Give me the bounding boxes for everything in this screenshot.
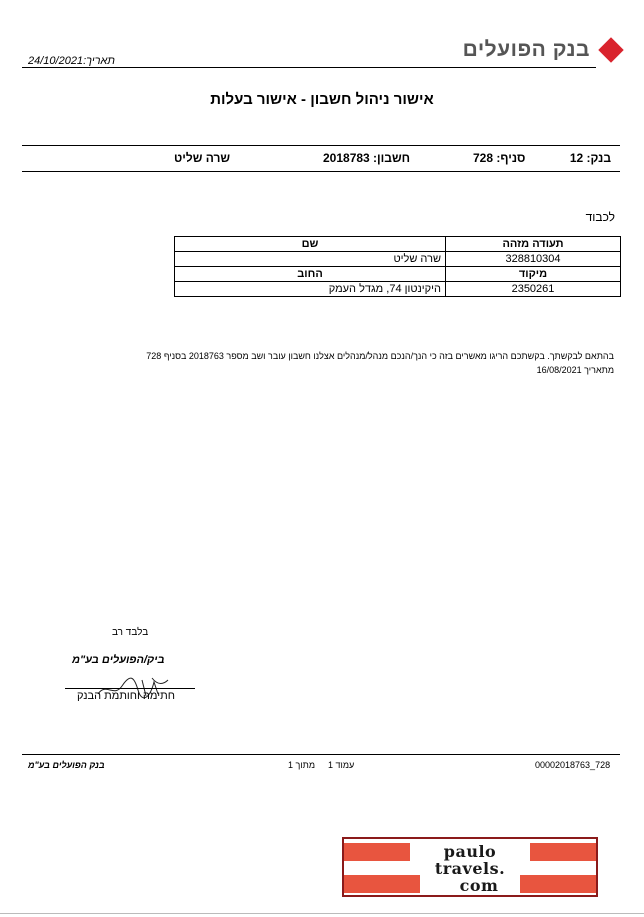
signature-line <box>65 688 195 689</box>
stamp-line-1: paulo <box>443 842 497 861</box>
footer-bank-name: בנק הפועלים בע"מ <box>28 760 105 770</box>
footer-page: עמוד 1 <box>328 760 355 770</box>
document-date: תאריך:24/10/2021 <box>28 55 116 67</box>
document-title: אישור ניהול חשבון - אישור בעלות <box>210 91 434 108</box>
id-value: 328810304 <box>446 252 621 267</box>
account-number: חשבון: 2018783 <box>323 151 411 165</box>
account-holder-name: שרה שליט <box>174 151 231 165</box>
zip-value: 2350261 <box>446 282 621 297</box>
branch-number: סניף: 728 <box>473 151 526 165</box>
name-value: שרה שליט <box>175 252 446 267</box>
footer-page-of: מתוך 1 <box>288 760 316 770</box>
signature-caption: חתימה וחותמת הבנק <box>77 690 175 702</box>
table-header-row <box>175 267 621 282</box>
id-header: תעודה מזהה <box>446 237 621 252</box>
confirmation-line-2: מתאריך 16/08/2021 <box>536 365 614 375</box>
address-value: היקינטון 74, מגדל העמק <box>175 282 446 297</box>
table-row <box>175 282 621 297</box>
zip-header: מיקוד <box>446 267 621 282</box>
holder-table <box>174 236 621 297</box>
footer-reference: 00002018763_728 <box>535 760 611 770</box>
stamp-line-3: com <box>459 876 499 895</box>
page-bottom-edge <box>0 913 644 914</box>
stamp-line-2: travels. <box>434 859 506 878</box>
bank-number: בנק: 12 <box>569 151 611 165</box>
account-band <box>22 145 620 172</box>
confirmation-line-1: בהתאם לבקשתך. בקשתכם הריגו מאשרים בזה כי הנך/הנכם מנהל/מנהלים אצלנו חשבון עובר ושב מספר 2018763 בסניף 728 <box>146 351 614 361</box>
signature-company: ביק/הפועלים בע"מ <box>72 654 165 666</box>
table-row <box>175 252 621 267</box>
table-header-row <box>175 237 621 252</box>
address-header: החוב <box>175 267 446 282</box>
watermark-stamp <box>342 837 598 897</box>
bank-logo-text: בנק הפועלים <box>462 38 590 61</box>
bank-diamond-icon <box>598 37 623 62</box>
signature-note: בלבד רב <box>112 627 149 638</box>
name-header: שם <box>175 237 446 252</box>
footer-divider <box>22 754 620 755</box>
confirmation-text <box>54 349 614 377</box>
to-label: לכבוד <box>585 210 615 224</box>
